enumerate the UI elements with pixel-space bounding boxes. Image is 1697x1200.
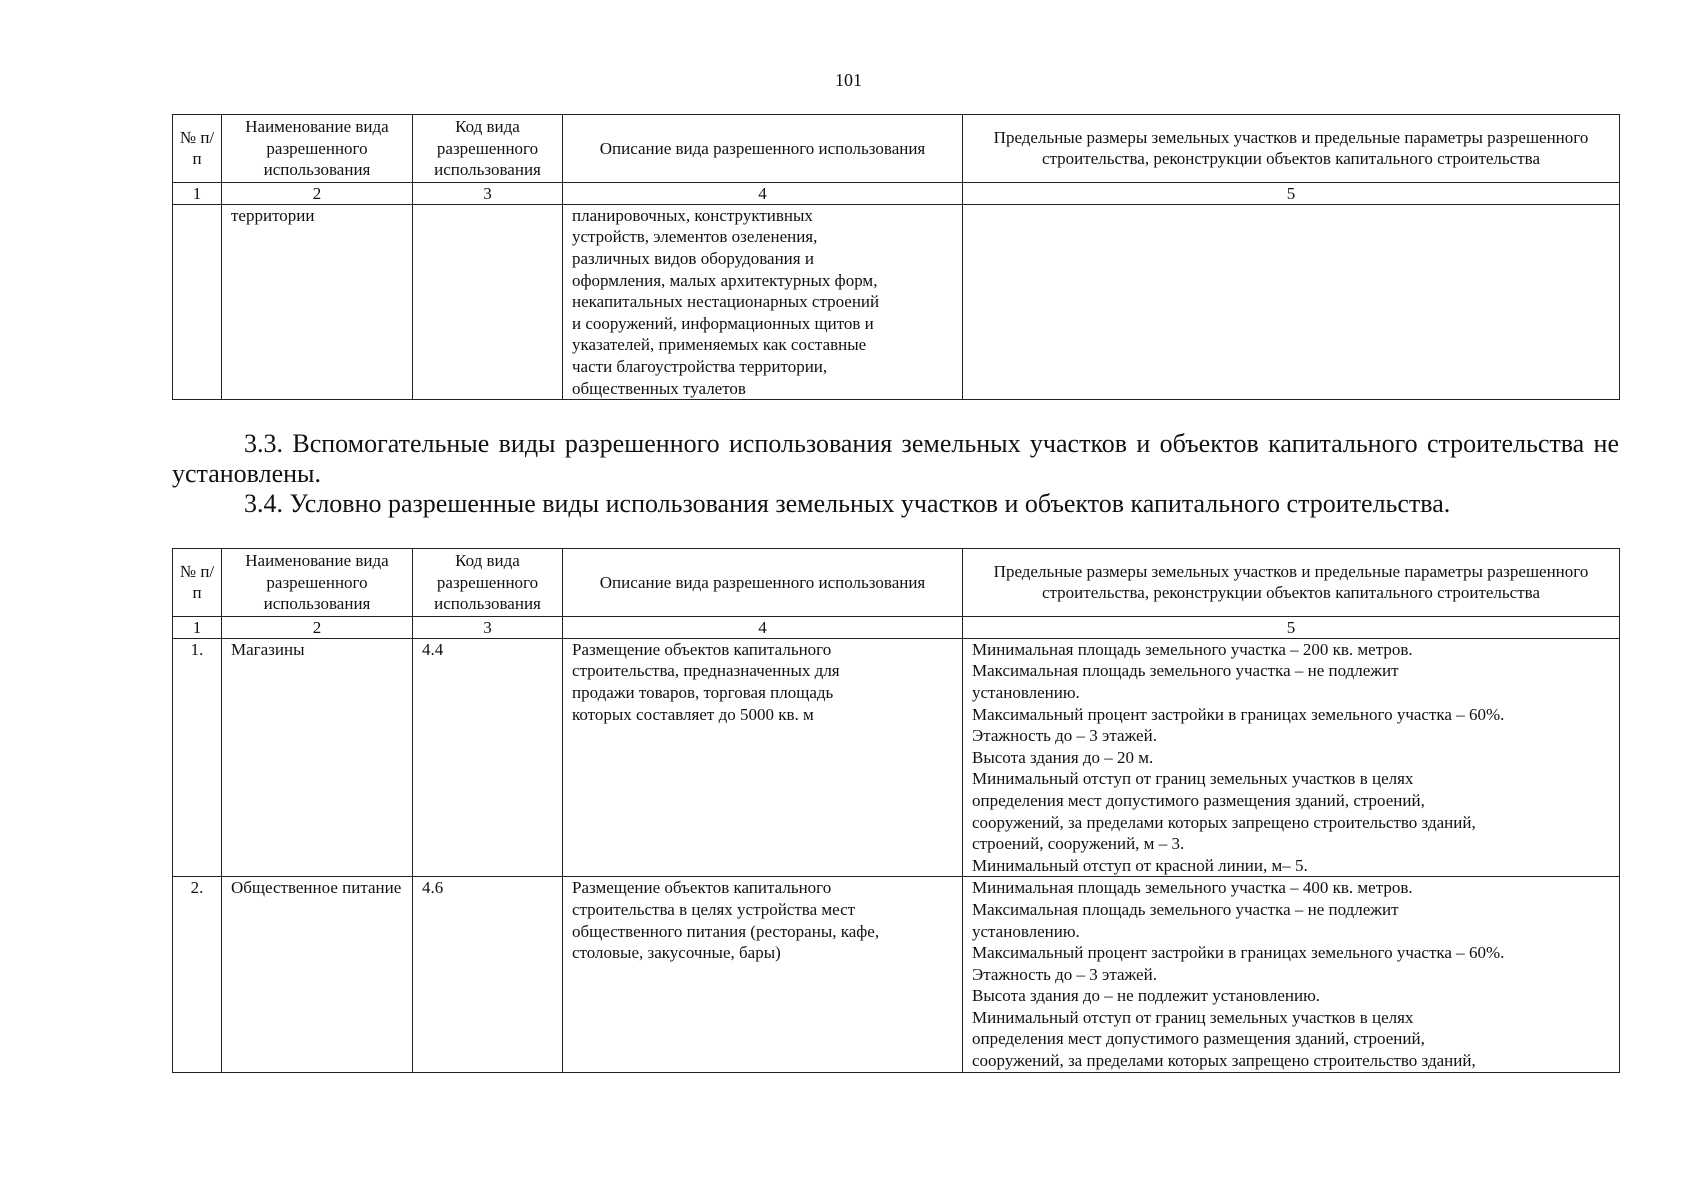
description-line: строительства в целях устройства мест [572,899,856,919]
description-line: и сооружений, информационных щитов и [572,313,874,333]
description-line: столовые, закусочные, бары) [572,943,781,963]
conditional-use-table [172,548,1620,1073]
description-line: Размещение объектов капитального [572,639,832,659]
limits-line: установлению. [972,921,1080,941]
description-line: строительства, предназначенных для [572,661,840,681]
table-header-row [173,115,1620,183]
description-line: планировочных, конструктивных [572,205,813,225]
row-use-name: территории [222,204,413,399]
description-line: указателей, применяемых как составные [572,335,867,355]
column-number: 1 [173,616,222,638]
description-line: общественных туалетов [572,378,746,398]
header-number: № п/п [173,115,222,183]
limits-line: установлению. [972,682,1080,702]
description-line: оформления, малых архитектурных форм, [572,270,878,290]
description-line: части благоустройства территории, [572,356,828,376]
limits-line: Минимальная площадь земельного участка – 400 кв. метров. [972,878,1413,898]
table-row [173,638,1620,877]
row-use-name: Магазины [222,638,413,877]
column-number: 3 [413,616,563,638]
row-use-name: Общественное питание [222,877,413,1072]
limits-line: Максимальная площадь земельного участка – не подлежит [972,899,1399,919]
page-number: 101 [835,70,862,90]
header-use-name: Наименование вида разрешенного использования [222,549,413,617]
column-number: 5 [963,616,1620,638]
column-number-row [173,182,1620,204]
limits-line: Высота здания до – не подлежит установлению. [972,986,1321,1006]
row-number: 2. [173,877,222,1072]
header-use-description: Описание вида разрешенного использования [563,549,963,617]
row-use-code: 4.4 [413,638,563,877]
column-number: 3 [413,182,563,204]
row-limits [963,638,1620,877]
limits-line: Максимальный процент застройки в границах земельного участка – 60%. [972,943,1505,963]
description-line: которых составляет до 5000 кв. м [572,704,814,724]
description-line: некапитальных нестационарных строений [572,292,880,312]
column-number: 5 [963,182,1620,204]
limits-line: строений, сооружений, м – 3. [972,834,1185,854]
limits-line: Этажность до – 3 этажей. [972,726,1157,746]
header-use-description: Описание вида разрешенного использования [563,115,963,183]
header-number: № п/п [173,549,222,617]
header-limits: Предельные размеры земельных участков и предельные параметры разрешенного строительства, реконструкции объектов капитального строительства [963,115,1620,183]
column-number: 4 [563,182,963,204]
description-line: общественного питания (рестораны, кафе, [572,921,880,941]
header-use-code: Код вида разрешенного использования [413,115,563,183]
description-line: Размещение объектов капитального [572,878,832,898]
header-limits: Предельные размеры земельных участков и предельные параметры разрешенного строительства, реконструкции объектов капитального строительства [963,549,1620,617]
row-number: 1. [173,638,222,877]
limits-line: Минимальная площадь земельного участка – 200 кв. метров. [972,639,1413,659]
description-line: различных видов оборудования и [572,248,814,268]
paragraph-3-4: 3.4. Условно разрешенные виды использования земельных участков и объектов капитального строительства. [244,489,1451,518]
limits-line: Максимальная площадь земельного участка – не подлежит [972,661,1399,681]
column-number: 2 [222,616,413,638]
limits-line: Максимальный процент застройки в границах земельного участка – 60%. [972,704,1505,724]
limits-line: Этажность до – 3 этажей. [972,964,1157,984]
row-use-description [563,204,963,399]
row-use-code [413,204,563,399]
limits-line: Минимальный отступ от границ земельных участков в целях [972,769,1414,789]
row-use-description [563,877,963,1072]
header-use-name: Наименование вида разрешенного использования [222,115,413,183]
limits-line: определения мест допустимого размещения зданий, строений, [972,1029,1425,1049]
limits-line: Высота здания до – 20 м. [972,747,1154,767]
limits-line: определения мест допустимого размещения зданий, строений, [972,790,1425,810]
column-number-row [173,616,1620,638]
table-header-row [173,549,1620,617]
table-row [173,204,1620,399]
row-limits [963,204,1620,399]
row-number [173,204,222,399]
header-use-code: Код вида разрешенного использования [413,549,563,617]
column-number: 1 [173,182,222,204]
limits-line: Минимальный отступ от границ земельных участков в целях [972,1007,1414,1027]
table-row [173,877,1620,1072]
paragraph-3-3: 3.3. Вспомогательные виды разрешенного использования земельных участков и объектов капитального строительства не установлены. [172,429,1619,488]
description-line: продажи товаров, торговая площадь [572,682,834,702]
row-use-description [563,638,963,877]
limits-line: сооружений, за пределами которых запрещено строительство зданий, [972,1051,1476,1071]
permitted-use-table-continued [172,114,1620,400]
limits-line: сооружений, за пределами которых запрещено строительство зданий, [972,812,1476,832]
description-line: устройств, элементов озеленения, [572,227,818,247]
column-number: 4 [563,616,963,638]
column-number: 2 [222,182,413,204]
row-use-code: 4.6 [413,877,563,1072]
limits-line: Минимальный отступ от красной линии, м– 5. [972,855,1308,875]
row-limits [963,877,1620,1072]
